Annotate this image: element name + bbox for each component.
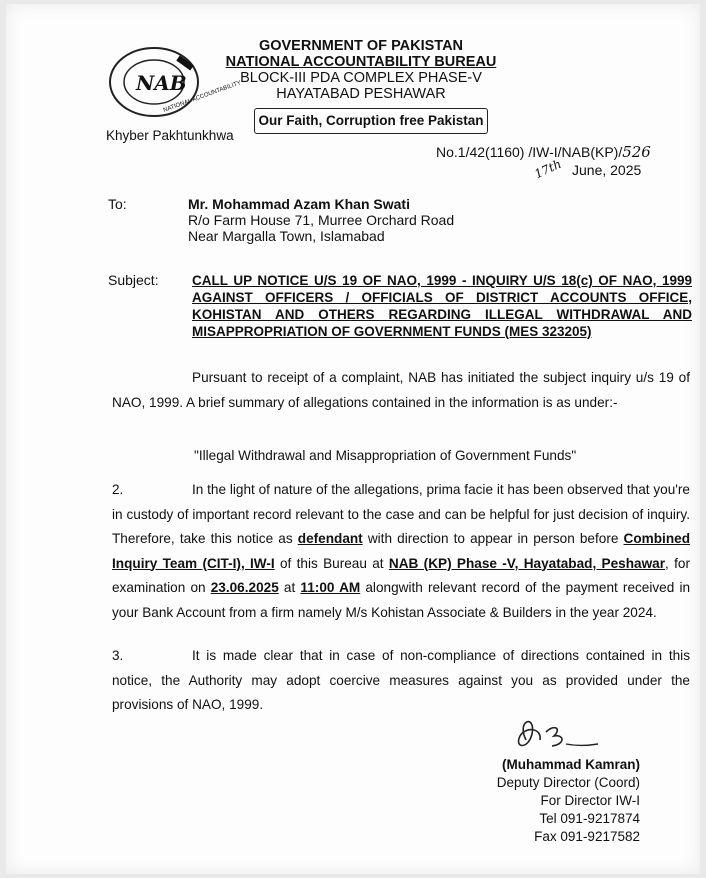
letter-date: June, 2025 bbox=[572, 162, 642, 178]
svg-text:NAB: NAB bbox=[136, 71, 187, 95]
header-address2: HAYATABAD PESHAWAR bbox=[276, 86, 446, 102]
paragraph-2-text-b: with direction to appear in person before bbox=[367, 531, 619, 546]
header-government: GOVERNMENT OF PAKISTAN bbox=[258, 38, 464, 54]
allegation-quote: "Illegal Withdrawal and Misappropriation of Government Funds" bbox=[194, 448, 577, 463]
defendant-term: defendant bbox=[297, 531, 363, 546]
region-label: Khyber Pakhtunkhwa bbox=[106, 128, 234, 143]
paragraph-3-number: 3. bbox=[112, 648, 124, 663]
recipient-name: Mr. Mohammad Azam Khan Swati bbox=[188, 196, 410, 212]
motto-box: Our Faith, Corruption free Pakistan bbox=[254, 108, 488, 134]
paragraph-3-text: It is made clear that in case of non-compliance of directions contained in this notice, the Authority may adopt coercive measures against you as provided under the provisions of NAO, 1999. bbox=[112, 648, 690, 712]
subject-label: Subject: bbox=[108, 272, 159, 288]
appearance-time: 11:00 AM bbox=[300, 580, 361, 595]
header-bureau: NATIONAL ACCOUNTABILITY BUREAU bbox=[225, 54, 497, 70]
paragraph-2-text-e: at bbox=[283, 580, 296, 595]
svg-text:NATIONAL ACCOUNTABILITY: NATIONAL ACCOUNTABILITY bbox=[162, 80, 242, 114]
appearance-place: NAB (KP) Phase -V, Hayatabad, Peshawar bbox=[388, 555, 666, 571]
letter-page bbox=[6, 4, 700, 874]
appearance-date: 23.06.2025 bbox=[210, 580, 279, 595]
reference-number-text: No.1/42(1160) /IW-I/NAB(KP)/ bbox=[436, 144, 623, 160]
nab-logo bbox=[106, 44, 242, 120]
signatory-designation: Deputy Director (Coord) bbox=[496, 775, 640, 790]
recipient-address2: Near Margalla Town, Islamabad bbox=[188, 228, 385, 244]
subject-text: CALL UP NOTICE U/S 19 OF NAO, 1999 - INQUIRY U/S 18(c) OF NAO, 1999 AGAINST OFFICERS / OFFICIALS OF DISTRICT ACCOUNTS OFFICE, KOHISTAN AND OTHERS REGARDING ILLEGAL WITHDRAWAL AND MISAPPROPRIATION OF GOVERNMENT FUNDS (MES 323205) bbox=[192, 273, 692, 339]
reference-handwritten: 526 bbox=[622, 143, 651, 161]
date-handwritten: 17th bbox=[532, 156, 564, 182]
handwritten-signature bbox=[506, 710, 606, 758]
paragraph-1-text: Pursuant to receipt of a complaint, NAB has initiated the subject inquiry u/s 19 of NAO, 1999. A brief summary of allegations contained in the information is as under:- bbox=[112, 370, 690, 410]
paragraph-2-text-a: In the light of nature of the allegations, prima facie it has been observed that you're in custody of important record relevant to the case and can be helpful for just decision of inquiry. Therefore, take this notice as bbox=[112, 482, 690, 546]
signatory-fax: Fax 091-9217582 bbox=[534, 829, 640, 844]
paragraph-2-text-d: , for examination on bbox=[112, 555, 690, 595]
inquiry-team: Combined Inquiry Team (CIT-I), IW-I bbox=[112, 531, 691, 571]
reference-number bbox=[436, 142, 651, 162]
paragraph-1 bbox=[112, 366, 690, 415]
paragraph-2 bbox=[112, 478, 690, 625]
paragraph-3 bbox=[112, 644, 690, 718]
paragraph-2-text-c: of this Bureau at bbox=[279, 555, 384, 571]
paragraph-2-text-f: alongwith relevant record of the payment received in your Bank Account from a firm namely M/s Kohistan Associate & Builders in the year 2024. bbox=[112, 580, 691, 620]
signatory-for: For Director IW-I bbox=[540, 793, 640, 808]
recipient-address1: R/o Farm House 71, Murree Orchard Road bbox=[188, 212, 455, 228]
to-label: To: bbox=[108, 196, 127, 212]
paragraph-2-number: 2. bbox=[112, 482, 124, 497]
signatory-name: (Muhammad Kamran) bbox=[501, 757, 640, 772]
header-address1: BLOCK-III PDA COMPLEX PHASE-V bbox=[240, 70, 482, 86]
signatory-tel: Tel 091-9217874 bbox=[539, 811, 640, 826]
